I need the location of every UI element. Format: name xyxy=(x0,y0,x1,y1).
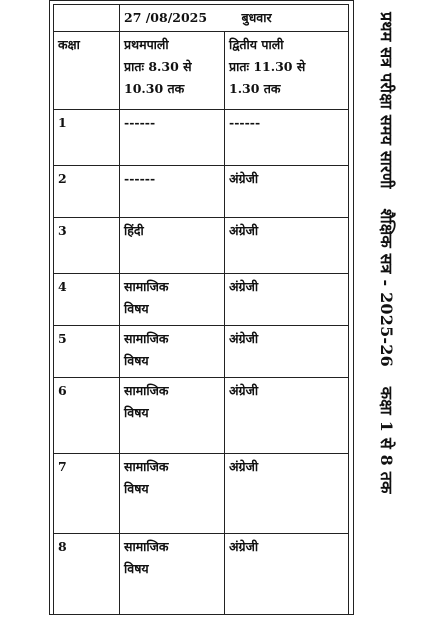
exam-date: 27 /08/2025 xyxy=(124,10,208,25)
exam-day: बुधवार xyxy=(241,10,272,25)
first-shift-line: 10.30 तक xyxy=(124,81,185,96)
subject-line: अंग्रेजी xyxy=(229,459,259,474)
subject-line: विषय xyxy=(124,405,149,420)
subject-line: विषय xyxy=(124,301,149,316)
subject-line: विषय xyxy=(124,561,149,576)
subject-line: अंग्रेजी xyxy=(229,279,259,294)
date-cell xyxy=(120,5,349,32)
second-shift-line: द्वितीय पाली xyxy=(229,37,284,52)
subject-line: सामाजिक xyxy=(124,459,169,474)
classes-range-label: कक्षा 1 से 8 तक xyxy=(377,386,396,494)
subject-line: सामाजिक xyxy=(124,279,169,294)
subject-line: हिंदी xyxy=(124,223,144,238)
second-shift-line: 1.30 तक xyxy=(229,81,281,96)
class-number-cell: 4 xyxy=(54,274,120,326)
subject-line: विषय xyxy=(124,481,149,496)
second-shift-subject-cell xyxy=(225,326,349,378)
class-number-cell: 8 xyxy=(54,534,120,615)
first-shift-subject-cell xyxy=(120,218,225,274)
subject-line: अंग्रेजी xyxy=(229,171,259,186)
session-label: शैक्षिक सत्र - 2025-26 xyxy=(377,208,396,367)
exam-timetable xyxy=(53,4,348,613)
second-shift-subject-cell xyxy=(225,534,349,615)
date-row xyxy=(54,5,349,32)
second-shift-subject-cell xyxy=(225,110,349,166)
subject-line: सामाजिक xyxy=(124,331,169,346)
class-number-cell: 7 xyxy=(54,454,120,534)
subject-line: ------ xyxy=(124,115,156,130)
first-shift-header xyxy=(120,32,225,110)
second-shift-subject-cell xyxy=(225,378,349,454)
second-shift-subject-cell xyxy=(225,166,349,218)
table-row xyxy=(54,326,349,378)
side-heading-text xyxy=(376,12,398,494)
column-header-row xyxy=(54,32,349,110)
first-shift-subject-cell xyxy=(120,378,225,454)
class-number-cell: 6 xyxy=(54,378,120,454)
table-row xyxy=(54,378,349,454)
subject-line: ------ xyxy=(229,115,261,130)
table-row xyxy=(54,166,349,218)
first-shift-subject-cell xyxy=(120,326,225,378)
table-row xyxy=(54,274,349,326)
first-shift-line: प्रथमपाली xyxy=(124,37,169,52)
first-shift-subject-cell xyxy=(120,534,225,615)
timetable-table xyxy=(53,4,349,615)
first-shift-subject-cell xyxy=(120,110,225,166)
subject-line: सामाजिक xyxy=(124,383,169,398)
table-row xyxy=(54,534,349,615)
subject-line: अंग्रेजी xyxy=(229,383,259,398)
class-number-cell: 2 xyxy=(54,166,120,218)
subject-line: अंग्रेजी xyxy=(229,331,259,346)
class-number-cell: 3 xyxy=(54,218,120,274)
subject-line: अंग्रेजी xyxy=(229,223,259,238)
second-shift-subject-cell xyxy=(225,274,349,326)
second-shift-subject-cell xyxy=(225,218,349,274)
date-row-blank-cell xyxy=(54,5,120,32)
table-row xyxy=(54,110,349,166)
second-shift-subject-cell xyxy=(225,454,349,534)
first-shift-line: प्रातः 8.30 से xyxy=(124,59,192,74)
class-number-cell: 1 xyxy=(54,110,120,166)
subject-line: ------ xyxy=(124,171,156,186)
table-row xyxy=(54,454,349,534)
second-shift-line: प्रातः 11.30 से xyxy=(229,59,306,74)
table-row xyxy=(54,218,349,274)
first-shift-subject-cell xyxy=(120,166,225,218)
class-number-cell: 5 xyxy=(54,326,120,378)
subject-line: विषय xyxy=(124,353,149,368)
class-header-label: कक्षा xyxy=(58,37,80,52)
second-shift-header xyxy=(225,32,349,110)
side-heading xyxy=(356,0,434,640)
first-shift-subject-cell xyxy=(120,274,225,326)
subject-line: सामाजिक xyxy=(124,539,169,554)
timetable-title: प्रथम सत्र परीक्षा समय सारणी xyxy=(377,12,396,189)
subject-line: अंग्रेजी xyxy=(229,539,259,554)
class-column-header xyxy=(54,32,120,110)
first-shift-subject-cell xyxy=(120,454,225,534)
